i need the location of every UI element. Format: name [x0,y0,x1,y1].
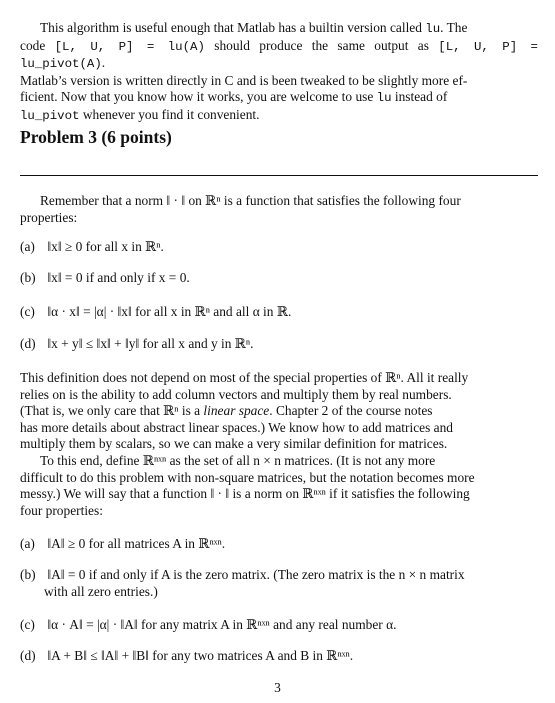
problem-heading: Problem 3 (6 points) [20,127,172,147]
vector-property-b: (b) ‖x‖ = 0 if and only if x = 0. [20,270,190,285]
para2-line-4: has more details about abstract linear spaces.) We know how to add matrices and [20,419,453,435]
intro-line-2: properties: [20,209,78,225]
para2-line-8: messy.) We will say that a function ‖ · ‖ is a norm on ℝⁿˣⁿ if it satisfies the following [20,486,470,502]
lu-line-2: code [L, U, P] = lu(A) should produce the same output as [L, U, P] = lu_pivot(A). [20,37,538,72]
vector-property-a: (a) ‖x‖ ≥ 0 for all x in ℝⁿ. [20,239,164,254]
para2-line-3: (That is, we only care that ℝⁿ is a linear space. Chapter 2 of the course notes [20,403,433,419]
matrix-property-a: (a) ‖A‖ ≥ 0 for all matrices A in ℝⁿˣⁿ. [20,536,226,551]
para2-line-5: multiply them by scalars, so we can make a very similar definition for matrices. [20,436,448,452]
norm-intro [20,193,538,226]
matrix-norm-paragraph [20,370,538,519]
para2-line-7: difficult to do this problem with non-square matrices, but the notation becomes more [20,469,475,485]
lu-line-4: ficient. Now that you know how it works, you are welcome to use lu instead of [20,89,448,106]
matrix-property-c: (c) ‖α · A‖ = |α| · ‖A‖ for any matrix A in ℝⁿˣⁿ and any real number α. [20,617,397,632]
lu-line-5: lu_pivot whenever you find it convenient. [20,106,260,123]
lu-line-3: Matlab’s version is written directly in C and is been tweaked to be slightly more ef- [20,72,468,88]
para2-line-6: To this end, define ℝⁿˣⁿ as the set of all n × n matrices. (It is not any more [40,452,436,468]
matrix-property-d: (d) ‖A + B‖ ≤ ‖A‖ + ‖B‖ for any two matrices A and B in ℝⁿˣⁿ. [20,648,354,663]
vector-property-c: (c) ‖α · x‖ = |α| · ‖x‖ for all x in ℝⁿ and all α in ℝ. [20,304,292,319]
para2-line-1: This definition does not depend on most of the special properties of ℝⁿ. All it really [20,370,469,385]
page-number: 3 [274,680,281,695]
para2-line-9: four properties: [20,502,103,518]
matrix-property-b: (b) ‖A‖ = 0 if and only if A is the zero matrix. (The zero matrix is the n × n matrix with all zero entries.) [20,567,465,599]
section-divider [20,175,538,176]
intro-line-1: Remember that a norm ‖ · ‖ on ℝⁿ is a function that satisfies the following four [40,193,461,208]
para2-line-2: relies on is the ability to add column vectors and multiply them by real numbers. [20,386,452,402]
lu-line-1: This algorithm is useful enough that Matlab has a builtin version called lu. The [40,20,468,36]
vector-property-d: (d) ‖x + y‖ ≤ ‖x‖ + ‖y‖ for all x and y in ℝⁿ. [20,336,254,351]
lu-paragraph [20,20,538,125]
